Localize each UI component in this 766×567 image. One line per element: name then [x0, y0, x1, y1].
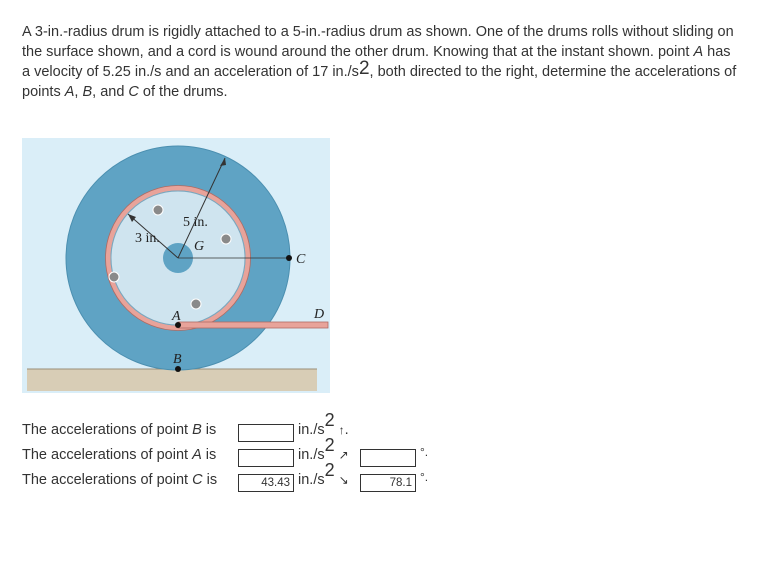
- label-a: A: [172, 309, 181, 324]
- cord-d: [178, 322, 328, 328]
- accel-a-unit: [298, 435, 349, 463]
- angle-direction-icon: ↗: [338, 448, 349, 462]
- problem-point-a: A: [693, 44, 704, 60]
- ground: [27, 369, 317, 391]
- problem-list-c: C: [128, 84, 139, 100]
- problem-sep-2: , and: [92, 84, 129, 100]
- angle-direction-icon: ↘: [338, 473, 349, 487]
- point-c-dot: [286, 255, 292, 261]
- bolt-icon: [153, 205, 163, 215]
- bolt-icon: [221, 234, 231, 244]
- problem-text-2: has a velocity of 5.25 in./s and an acceleration of 17 in./s: [22, 44, 731, 80]
- angle-a-input[interactable]: [360, 449, 416, 467]
- answer-c-label: [22, 472, 217, 488]
- label-3in: 3 in.: [135, 231, 160, 246]
- drum-diagram: [22, 138, 330, 393]
- accel-c-unit: [298, 460, 349, 488]
- label-d: D: [314, 307, 325, 322]
- label-c: C: [296, 252, 306, 267]
- label-g: G: [194, 239, 205, 254]
- problem-text-3: , both directed to the right, determine the accelerations of points: [22, 64, 737, 100]
- answer-b-label: [22, 422, 216, 438]
- accel-b-unit-sup: 2: [324, 410, 335, 431]
- problem-list-a: A: [64, 84, 75, 100]
- accel-b-end: .: [344, 422, 349, 438]
- answer-c-prefix: The accelerations of point: [22, 472, 193, 488]
- answer-a-suffix: is: [201, 447, 217, 463]
- accel-a-unit-text: in./s: [298, 447, 325, 463]
- problem-text-4: of the drums.: [138, 84, 228, 100]
- accel-c-unit-text: in./s: [298, 472, 325, 488]
- answer-b-prefix: The accelerations of point: [22, 422, 193, 438]
- accel-b-unit-text: in./s: [298, 422, 325, 438]
- problem-text-1: A 3-in.-radius drum is rigidly attached to a 5-in.-radius drum as shown. One of the drums rolls without sliding on the surface shown, and a cord is wound around the other drum. Knowing that at the instant shown. point: [22, 24, 734, 60]
- label-5in: 5 in.: [183, 215, 208, 230]
- answer-b-point: B: [192, 422, 202, 438]
- accel-b-input[interactable]: [238, 424, 294, 442]
- problem-list-b: B: [82, 84, 93, 100]
- accel-a-unit-sup: 2: [324, 435, 335, 456]
- problem-sep-1: ,: [74, 84, 83, 100]
- accel-c-unit-sup: 2: [324, 460, 335, 481]
- bolt-icon: [191, 299, 201, 309]
- drum-figure: [22, 138, 330, 393]
- angle-c-input[interactable]: 78.1: [360, 474, 416, 492]
- angle-c-degree: °.: [420, 470, 429, 484]
- answer-a-point: A: [192, 447, 202, 463]
- answer-c-point: C: [192, 472, 203, 488]
- accel-c-input[interactable]: 43.43: [238, 474, 294, 492]
- answer-a-prefix: The accelerations of point: [22, 447, 193, 463]
- problem-sup: 2: [358, 58, 370, 79]
- bolt-icon: [109, 272, 119, 282]
- angle-a-degree: °.: [420, 445, 429, 459]
- arrow-up-icon: ↑: [338, 423, 345, 437]
- answer-b-suffix: is: [201, 422, 217, 438]
- answer-c-suffix: is: [202, 472, 218, 488]
- accel-a-input[interactable]: [238, 449, 294, 467]
- accel-b-unit: [298, 410, 349, 438]
- label-b: B: [173, 352, 182, 367]
- problem-statement: [22, 22, 742, 102]
- answer-a-label: [22, 447, 216, 463]
